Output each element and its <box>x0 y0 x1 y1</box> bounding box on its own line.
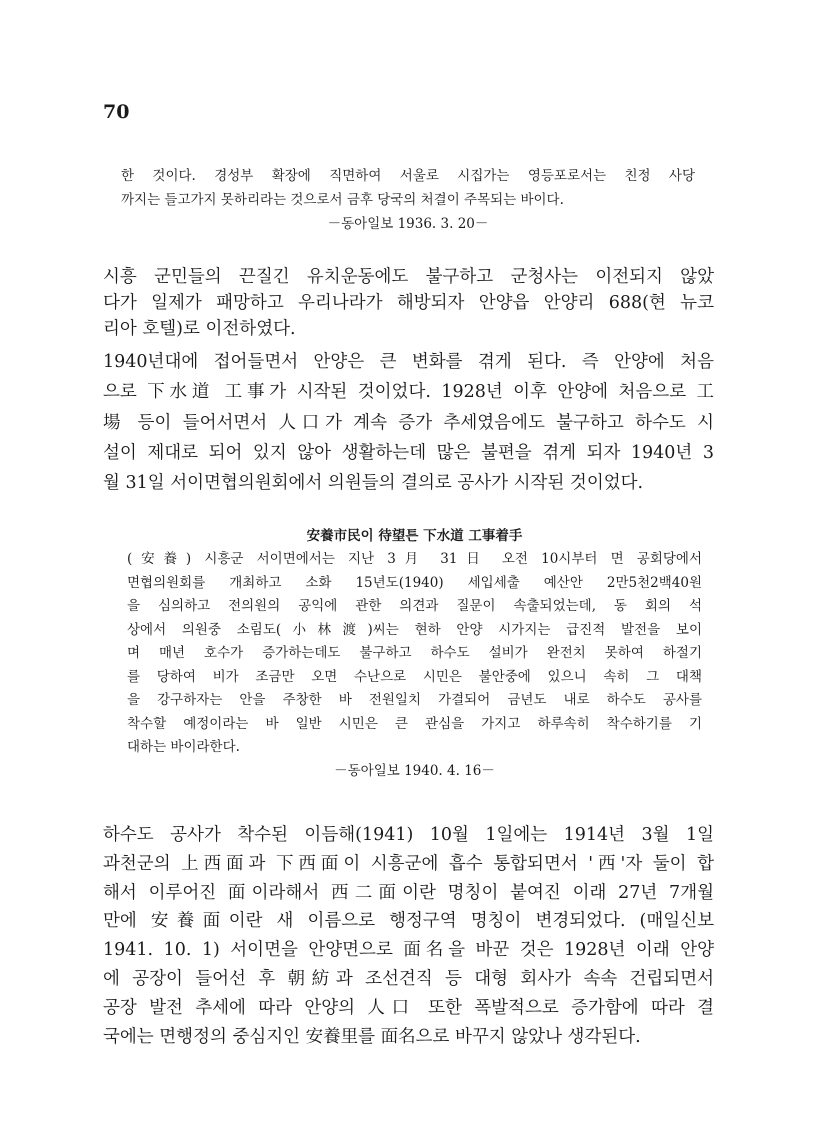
body-paragraph-1 <box>103 264 714 342</box>
paragraph-line: 해서 이루어진 面이라해서 西二面이란 명칭이 붙여진 이래 27년 7개월 <box>103 882 714 903</box>
quote-line: 까지는 들고가지 못하리라는 것으로서 금후 당국의 처결이 주목되는 바이다. <box>121 192 564 208</box>
article-source: －동아일보 1940. 4. 16－ <box>334 762 495 779</box>
article-line: 며 매년 호수가 증가하는데도 불구하고 하수도 설비가 완전치 못하여 하절기 <box>127 645 702 661</box>
quote-source: －동아일보 1936. 3. 20－ <box>327 216 489 232</box>
paragraph-line: 하수도 공사가 착수된 이듬해(1941) 10월 1일에는 1914년 3월 1일 <box>103 825 714 845</box>
page-number: 70 <box>103 101 130 123</box>
paragraph-line: 場 등이 들어서면서 人口가 계속 증가 추세였음에도 불구하고 하수도 시 <box>103 412 714 433</box>
article-line: 를 당하여 비가 조금만 오면 수난으로 시민은 불안중에 있으니 속히 그 대책 <box>127 668 702 685</box>
article-line: 대하는 바이라한다. <box>127 739 240 755</box>
paragraph-line: 다가 일제가 패망하고 우리나라가 해방되자 안양읍 안양리 688(현 뉴코 <box>103 293 714 313</box>
paragraph-line: 시흥 군민들의 끈질긴 유치운동에도 불구하고 군청사는 이전되지 않았 <box>103 267 714 287</box>
body-paragraph-2 <box>103 347 714 498</box>
paragraph-line: 국에는 면행정의 중심지인 安養里를 面名으로 바꾸지 않았나 생각된다. <box>103 1026 641 1047</box>
paragraph-line: 에 공장이 들어선 후 朝紡과 조선견직 등 대형 회사가 속속 건립되면서 <box>103 968 714 989</box>
quoted-excerpt-1936 <box>121 164 695 236</box>
article-headline: 安養市民이 待望튼 下水道 工事着手 <box>306 528 523 544</box>
article-line: 을 심의하고 전의원의 공익에 관한 의견과 질문이 속출되었는데, 동 회의 석 <box>127 598 702 614</box>
newspaper-article-1940 <box>127 525 702 783</box>
article-line: (安養) 시흥군 서이면에서는 지난 3月 31日 오전 10시부터 면 공회당에서 <box>127 551 702 567</box>
article-line: 을 강구하자는 안을 주창한 바 전원일치 가결되어 금년도 내로 하수도 공사를 <box>127 692 702 708</box>
article-line: 면협의원회를 개최하고 소화 15년도(1940) 세입세출 예산안 2만5천2백40원 <box>127 574 702 591</box>
body-paragraph-3 <box>103 821 714 1051</box>
paragraph-line: 설이 제대로 되어 있지 않아 생활하는데 많은 불편을 겪게 되자 1940년 3 <box>103 442 714 463</box>
quote-line: 한 것이다. 경성부 확장에 직면하여 서울로 시집가는 영등포로서는 친정 사당 <box>121 168 695 184</box>
article-line: 착수할 예정이라는 바 일반 시민은 큰 관심을 가지고 하루속히 착수하기를 기 <box>127 715 702 732</box>
paragraph-line: 만에 安養面이란 새 이름으로 행정구역 명칭이 변경되었다. (매일신보 <box>103 911 714 932</box>
paragraph-line: 1941. 10. 1) 서이면을 안양면으로 面名을 바꾼 것은 1928년 이래 안양 <box>103 940 714 961</box>
paragraph-line: 리아 호텔)로 이전하였다. <box>103 319 296 339</box>
paragraph-line: 과천군의 上西面과 下西面이 시흥군에 흡수 통합되면서 '西'자 둘이 합 <box>103 853 714 874</box>
article-line: 상에서 의원중 소림도(小林渡)씨는 현하 안양 시가지는 급진적 발전을 보이 <box>127 621 702 638</box>
paragraph-line: 공장 발전 추세에 따라 안양의 人口 또한 폭발적으로 증가함에 따라 결 <box>103 997 714 1018</box>
paragraph-line: 월 31일 서이면협의원회에서 의원들의 결의로 공사가 시작된 것이었다. <box>103 473 644 494</box>
paragraph-line: 으로 下水道 工事가 시작된 것이었다. 1928년 이후 안양에 처음으로 工 <box>103 382 714 403</box>
paragraph-line: 1940년대에 접어들면서 안양은 큰 변화를 겪게 된다. 즉 안양에 처음 <box>103 352 714 372</box>
